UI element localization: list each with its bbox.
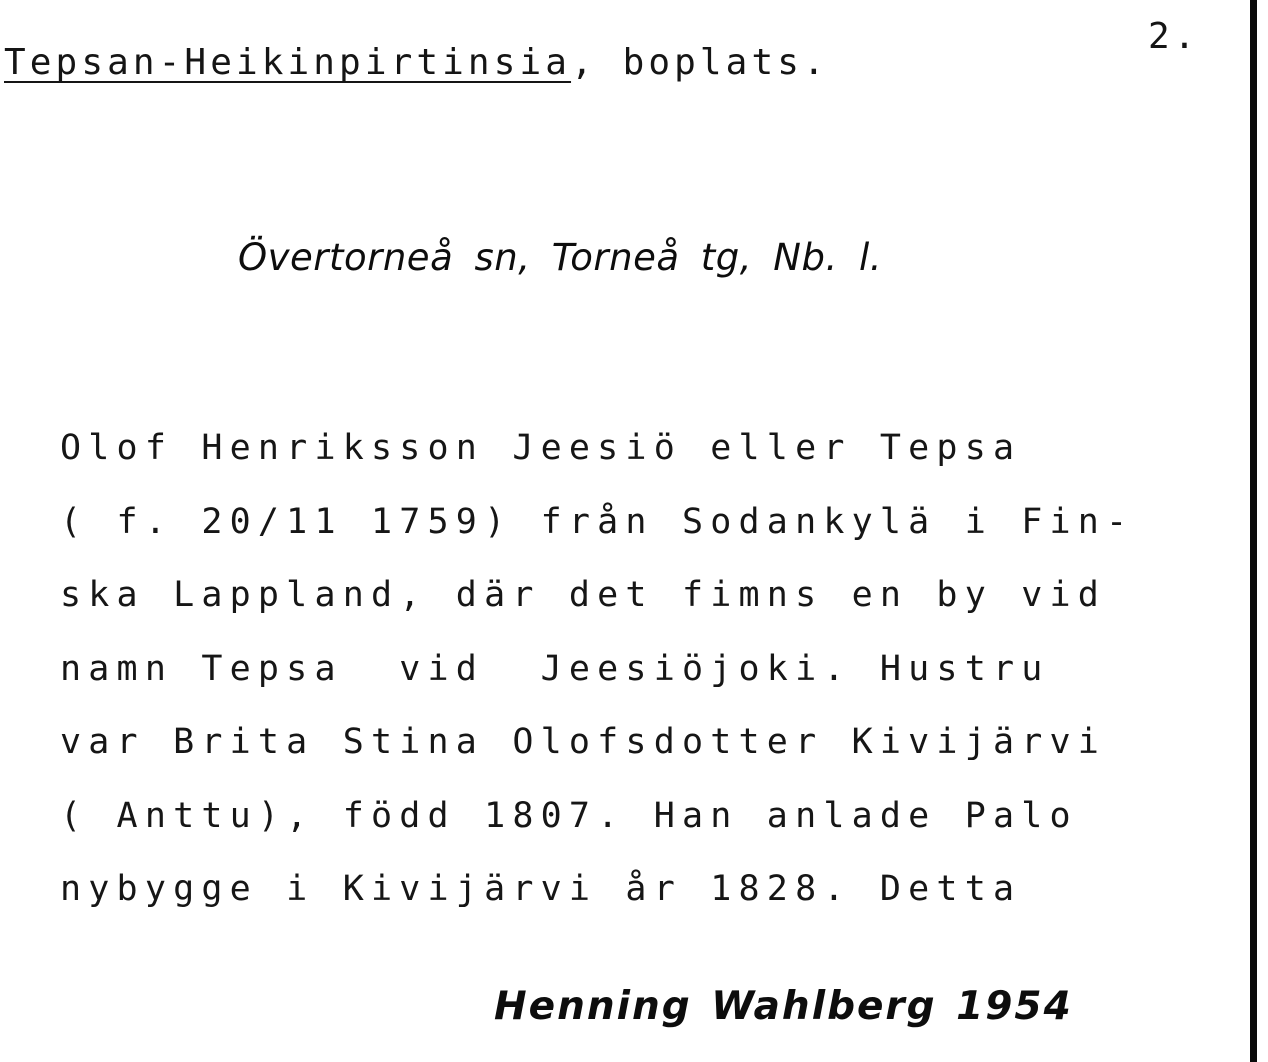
body-line: ( Anttu), född 1807. Han anlade Palo: [60, 795, 1078, 836]
card-heading: [4, 42, 829, 83]
body-line: var Brita Stina Olofsdotter Kivijärvi: [60, 722, 1107, 762]
card-edge-border: [1250, 0, 1257, 1062]
card-body-text: [60, 412, 1134, 927]
body-line: namn Tepsa vid Jeesiöjoki. Hustru: [60, 648, 1050, 689]
body-line: ( f. 20/11 1759) från Sodankylä i Fin-: [60, 501, 1135, 542]
place-type: , boplats.: [571, 42, 829, 83]
signature-stamp: Henning Wahlberg 1954: [494, 984, 1073, 1029]
place-name: Tepsan-Heikinpirtinsia: [4, 42, 572, 83]
body-line: nybygge i Kivijärvi år 1828. Detta: [60, 869, 1022, 909]
body-line: ska Lappland, där det fimns en by vid: [60, 575, 1107, 615]
body-line: Olof Henriksson Jeesiö eller Tepsa: [60, 428, 1022, 468]
card-number: 2.: [1148, 16, 1200, 57]
parish-stamp: Övertorneå sn, Torneå tg, Nb. l.: [238, 236, 883, 279]
